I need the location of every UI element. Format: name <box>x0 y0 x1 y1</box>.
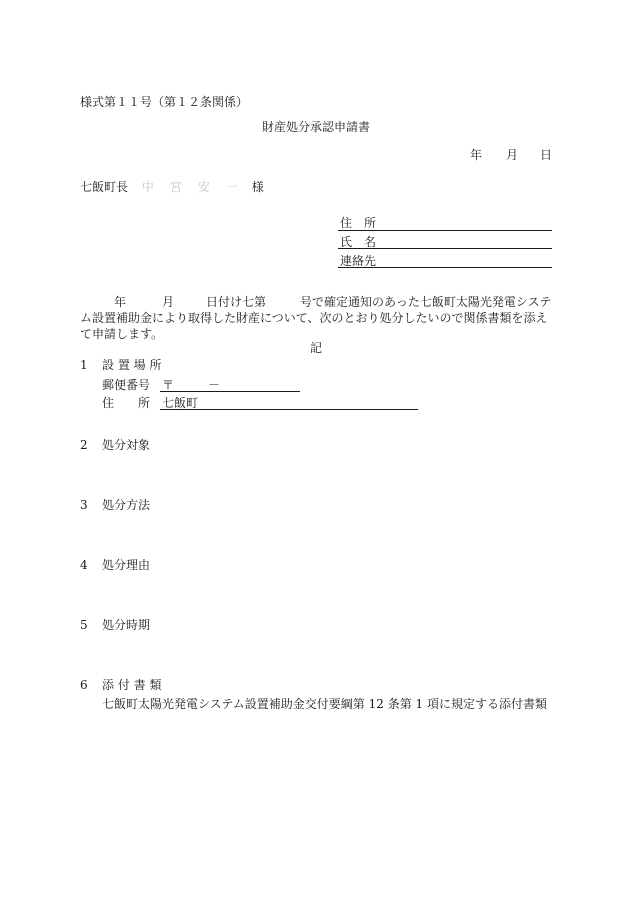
addressee-name: 中 宮 安 一 <box>141 180 240 194</box>
date-day: 日 <box>540 148 553 162</box>
postal-code-line[interactable] <box>160 391 300 392</box>
body-year: 年 <box>114 295 127 309</box>
address-label: 住 所 <box>102 396 151 410</box>
page-title: 財産処分承認申請書 <box>262 120 371 134</box>
applicant-name-label: 氏 名 <box>340 235 377 249</box>
section-6-title: 添 付 書 類 <box>102 678 162 692</box>
body-dated: 日付け七第 <box>206 295 267 309</box>
form-number: 様式第１１号（第１２条関係） <box>80 95 249 109</box>
date-month: 月 <box>506 148 519 162</box>
postal-mark: 〒 <box>162 378 175 392</box>
addressee <box>80 180 264 194</box>
address-line[interactable] <box>160 409 418 410</box>
addressee-honorific: 様 <box>251 180 264 194</box>
section-2-title: 処分対象 <box>102 438 151 452</box>
section-3-number: 3 <box>80 498 88 512</box>
section-1-number: 1 <box>80 358 88 372</box>
section-2-number: 2 <box>80 438 88 452</box>
postal-dash: － <box>208 378 221 392</box>
addressee-prefix: 七飯町長 <box>80 180 129 194</box>
note-marker: 記 <box>310 341 323 355</box>
attachments-description: 七飯町太陽光発電システム設置補助金交付要綱第 12 条第 1 項に規定する添付書類 <box>102 697 547 711</box>
applicant-address-line[interactable] <box>338 230 552 231</box>
applicant-contact-line[interactable] <box>338 267 552 268</box>
section-6-number: 6 <box>80 678 88 692</box>
applicant-name-line[interactable] <box>338 248 552 249</box>
applicant-address-label: 住 所 <box>340 216 377 230</box>
section-4-number: 4 <box>80 558 88 572</box>
body-text: 号で確定通知のあった七飯町太陽光発電システム設置補助金により取得した財産について、次のとおり処分したいので関係書類を添えて申請します。 <box>80 295 552 341</box>
section-5-number: 5 <box>80 618 88 632</box>
section-4-title: 処分理由 <box>102 558 151 572</box>
applicant-contact-label: 連絡先 <box>340 254 377 268</box>
section-1-title: 設 置 場 所 <box>102 358 162 372</box>
section-5-title: 処分時期 <box>102 618 151 632</box>
section-3-title: 処分方法 <box>102 498 151 512</box>
body-month: 月 <box>162 295 175 309</box>
address-value: 七飯町 <box>162 396 199 410</box>
postal-label: 郵便番号 <box>102 378 151 392</box>
date-year: 年 <box>470 148 483 162</box>
body-paragraph <box>80 294 552 342</box>
